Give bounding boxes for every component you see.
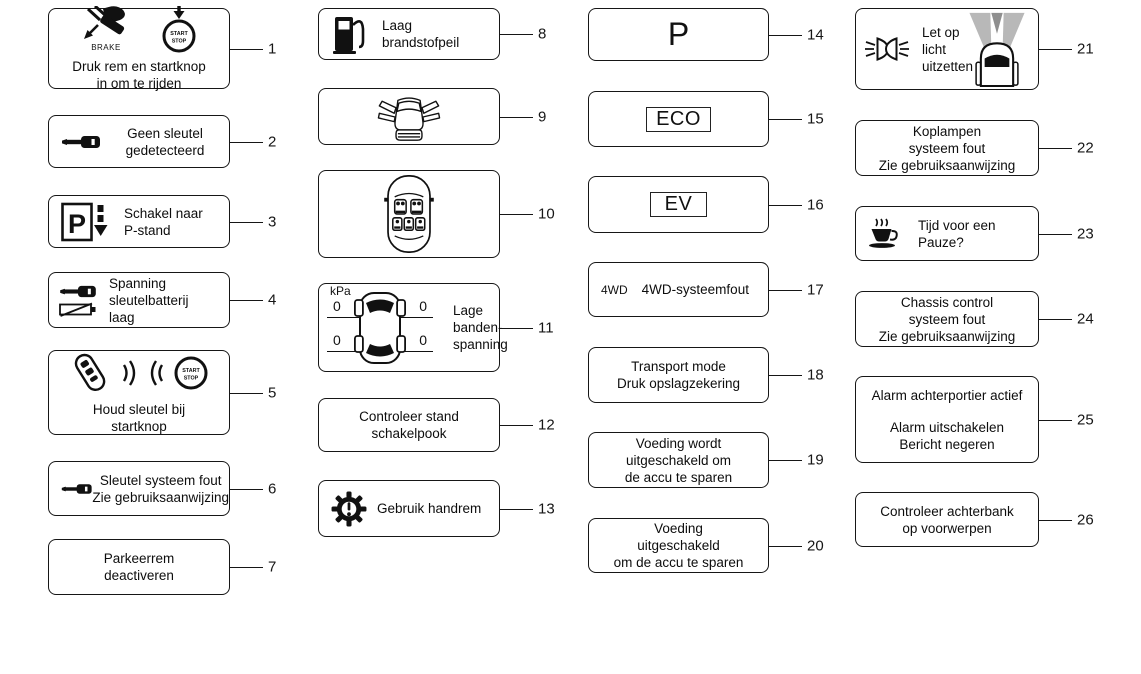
svg-text:START: START bbox=[182, 368, 200, 374]
callout-19 bbox=[588, 432, 824, 488]
leader-line bbox=[230, 489, 263, 490]
message-box-6 bbox=[48, 461, 230, 516]
message-box-7 bbox=[48, 539, 230, 595]
message-box-22 bbox=[855, 120, 1039, 176]
message-text: Alarm achterportier actief Alarm uitschakelen Bericht negeren bbox=[871, 387, 1023, 452]
start-stop-button-icon bbox=[172, 354, 210, 392]
callout-26 bbox=[855, 492, 1094, 547]
key-battery-icon bbox=[59, 284, 97, 317]
message-text: Controleer achterbank op voorwerpen bbox=[880, 503, 1014, 536]
svg-text:START: START bbox=[170, 30, 188, 37]
callout-number: 24 bbox=[1077, 310, 1094, 328]
message-box-15 bbox=[588, 91, 769, 147]
callout-7 bbox=[48, 539, 277, 595]
callout-number: 18 bbox=[807, 366, 824, 384]
message-box-16 bbox=[588, 176, 769, 233]
callout-16 bbox=[588, 176, 824, 233]
leader-line bbox=[500, 425, 533, 426]
leader-line bbox=[230, 567, 263, 568]
callout-8 bbox=[318, 8, 547, 60]
message-box-3 bbox=[48, 195, 230, 248]
ev-indicator: EV bbox=[650, 192, 708, 217]
message-box-12 bbox=[318, 398, 500, 452]
park-indicator: P bbox=[667, 16, 690, 52]
callout-number: 8 bbox=[538, 25, 547, 43]
message-text: Tijd voor een Pauze? bbox=[918, 217, 996, 250]
callout-23 bbox=[855, 206, 1094, 261]
leader-line bbox=[230, 222, 263, 223]
callout-number: 26 bbox=[1077, 511, 1094, 528]
key-icon bbox=[61, 481, 92, 497]
message-box-9 bbox=[318, 88, 500, 145]
callout-number: 3 bbox=[268, 213, 277, 230]
svg-text:P: P bbox=[67, 208, 87, 239]
callout-20 bbox=[588, 518, 824, 573]
leader-line bbox=[230, 393, 263, 394]
icon-row bbox=[79, 6, 199, 53]
callout-17 bbox=[588, 262, 824, 317]
callout-number: 23 bbox=[1077, 225, 1094, 242]
callout-11 bbox=[318, 283, 554, 372]
callout-24 bbox=[855, 291, 1094, 347]
message-box-23 bbox=[855, 206, 1039, 261]
brake-pedal-icon bbox=[79, 6, 133, 42]
message-text: Parkeerrem deactiveren bbox=[103, 551, 175, 583]
callout-number: 19 bbox=[807, 451, 824, 469]
callout-number: 21 bbox=[1077, 40, 1094, 58]
leader-line bbox=[1039, 420, 1072, 421]
callout-22 bbox=[855, 120, 1094, 176]
leader-line bbox=[230, 49, 263, 50]
leader-line bbox=[500, 34, 533, 35]
message-text: Chassis control systeem fout Zie gebruiksaanwijzing bbox=[878, 294, 1016, 344]
message-text: Voeding uitgeschakeld om de accu te sparen bbox=[613, 521, 744, 570]
callout-3 bbox=[48, 195, 277, 248]
callout-number: 14 bbox=[807, 26, 824, 43]
message-text: Geen sleutel gedetecteerd bbox=[125, 125, 205, 158]
callout-number: 4 bbox=[268, 291, 277, 309]
message-box-21 bbox=[855, 8, 1039, 90]
callout-15 bbox=[588, 91, 824, 147]
gear-warning-icon bbox=[331, 491, 367, 527]
4wd-indicator: 4WD bbox=[601, 282, 628, 297]
message-box-13 bbox=[318, 480, 500, 537]
message-text: Sleutel systeem fout Zie gebruiksaanwijzing bbox=[92, 472, 229, 505]
leader-line bbox=[769, 290, 802, 291]
message-box-17 bbox=[588, 262, 769, 317]
callout-number: 7 bbox=[268, 558, 277, 576]
coffee-cup-icon bbox=[868, 218, 902, 250]
callout-number: 5 bbox=[268, 384, 277, 401]
callout-number: 15 bbox=[807, 110, 824, 128]
car-headlight-beams-icon bbox=[961, 11, 1033, 87]
leader-line bbox=[769, 119, 802, 120]
callout-4 bbox=[48, 272, 277, 328]
pressure-front-right: 0 bbox=[419, 297, 427, 314]
callout-number: 20 bbox=[807, 537, 824, 554]
brake-label: BRAKE bbox=[91, 43, 121, 52]
leader-line bbox=[769, 35, 802, 36]
message-text: Laag brandstofpeil bbox=[382, 18, 460, 50]
leader-line bbox=[500, 117, 533, 118]
callout-18 bbox=[588, 347, 824, 403]
message-box-19 bbox=[588, 432, 769, 488]
message-text: Schakel naar P-stand bbox=[124, 205, 203, 238]
callout-1 bbox=[48, 8, 277, 91]
callout-number: 1 bbox=[268, 40, 277, 57]
leader-line bbox=[500, 509, 533, 510]
message-box-2 bbox=[48, 115, 230, 168]
message-text: Let op licht uitzetten bbox=[922, 24, 974, 74]
eco-indicator: ECO bbox=[646, 107, 711, 132]
leader-line bbox=[769, 375, 802, 376]
tire-pressure-car-icon bbox=[327, 283, 433, 370]
message-box-8 bbox=[318, 8, 500, 60]
callout-number: 13 bbox=[538, 500, 555, 517]
brake-pedal-group bbox=[79, 6, 133, 52]
message-text: Druk rem en startknop in om te rijden bbox=[72, 58, 206, 91]
message-box-4 bbox=[48, 272, 230, 328]
callout-14 bbox=[588, 8, 824, 61]
key-icon bbox=[61, 134, 101, 150]
leader-line bbox=[1039, 148, 1072, 149]
callout-number: 16 bbox=[807, 196, 824, 213]
callout-2 bbox=[48, 115, 277, 168]
pressure-rear-right: 0 bbox=[419, 331, 427, 348]
radio-waves-icon bbox=[120, 356, 166, 390]
leader-line bbox=[230, 142, 263, 143]
leader-line bbox=[769, 460, 802, 461]
callout-number: 9 bbox=[538, 108, 547, 125]
leader-line bbox=[230, 300, 263, 301]
message-box-10 bbox=[318, 170, 500, 258]
fuel-pump-icon bbox=[333, 14, 366, 54]
message-text: Controleer stand schakelpook bbox=[359, 409, 459, 441]
callout-number: 12 bbox=[538, 416, 555, 434]
message-text: Houd sleutel bij startknop bbox=[92, 402, 186, 434]
svg-text:STOP: STOP bbox=[171, 38, 187, 44]
callout-number: 22 bbox=[1077, 139, 1094, 157]
message-box-25 bbox=[855, 376, 1039, 463]
leader-line bbox=[1039, 234, 1072, 235]
leader-line bbox=[1039, 49, 1072, 50]
callout-21 bbox=[855, 8, 1094, 90]
leader-line bbox=[1039, 520, 1072, 521]
pressure-front-left: 0 bbox=[333, 297, 341, 314]
callout-number: 25 bbox=[1077, 411, 1094, 428]
message-box-18 bbox=[588, 347, 769, 403]
callout-25 bbox=[855, 376, 1094, 463]
message-text: Gebruik handrem bbox=[377, 501, 482, 516]
headlight-icon bbox=[864, 35, 910, 63]
callout-6 bbox=[48, 461, 277, 516]
message-box-11 bbox=[318, 283, 508, 372]
start-stop-button-icon bbox=[159, 6, 199, 53]
callout-number: 2 bbox=[268, 133, 277, 150]
callout-10 bbox=[318, 170, 555, 258]
icon-row bbox=[68, 350, 210, 396]
leader-line bbox=[769, 546, 802, 547]
message-box-5 bbox=[48, 350, 230, 435]
message-text: Lage banden- spanning bbox=[453, 303, 508, 352]
callout-number: 11 bbox=[538, 319, 554, 336]
leader-line bbox=[1039, 319, 1072, 320]
car-doors-open-icon bbox=[371, 92, 447, 142]
message-box-14 bbox=[588, 8, 769, 61]
leader-line bbox=[500, 328, 533, 329]
park-shift-icon bbox=[61, 202, 108, 242]
message-text: Transport mode Druk opslagzekering bbox=[616, 359, 741, 391]
car-seats-top-icon bbox=[380, 173, 438, 255]
message-box-24 bbox=[855, 291, 1039, 347]
key-fob-icon bbox=[68, 350, 114, 396]
message-text: Koplampen systeem fout Zie gebruiksaanwijzing bbox=[878, 123, 1016, 173]
leader-line bbox=[500, 214, 533, 215]
pressure-unit: kPa bbox=[330, 283, 351, 298]
callout-9 bbox=[318, 88, 547, 145]
message-box-26 bbox=[855, 492, 1039, 547]
callout-number: 6 bbox=[268, 480, 277, 497]
message-text: 4WD-systeemfout bbox=[641, 282, 749, 297]
callout-number: 10 bbox=[538, 205, 555, 223]
pressure-rear-left: 0 bbox=[333, 331, 341, 348]
svg-text:STOP: STOP bbox=[183, 375, 199, 382]
leader-line bbox=[769, 205, 802, 206]
message-box-20 bbox=[588, 518, 769, 573]
callout-5 bbox=[48, 350, 277, 435]
callout-number: 17 bbox=[807, 281, 824, 298]
message-text: Voeding wordt uitgeschakeld om de accu te sparen bbox=[624, 435, 733, 485]
message-text: Spanning sleutelbatterij laag bbox=[109, 275, 189, 325]
callout-12 bbox=[318, 398, 555, 452]
message-box-1 bbox=[48, 8, 230, 89]
callout-13 bbox=[318, 480, 555, 537]
